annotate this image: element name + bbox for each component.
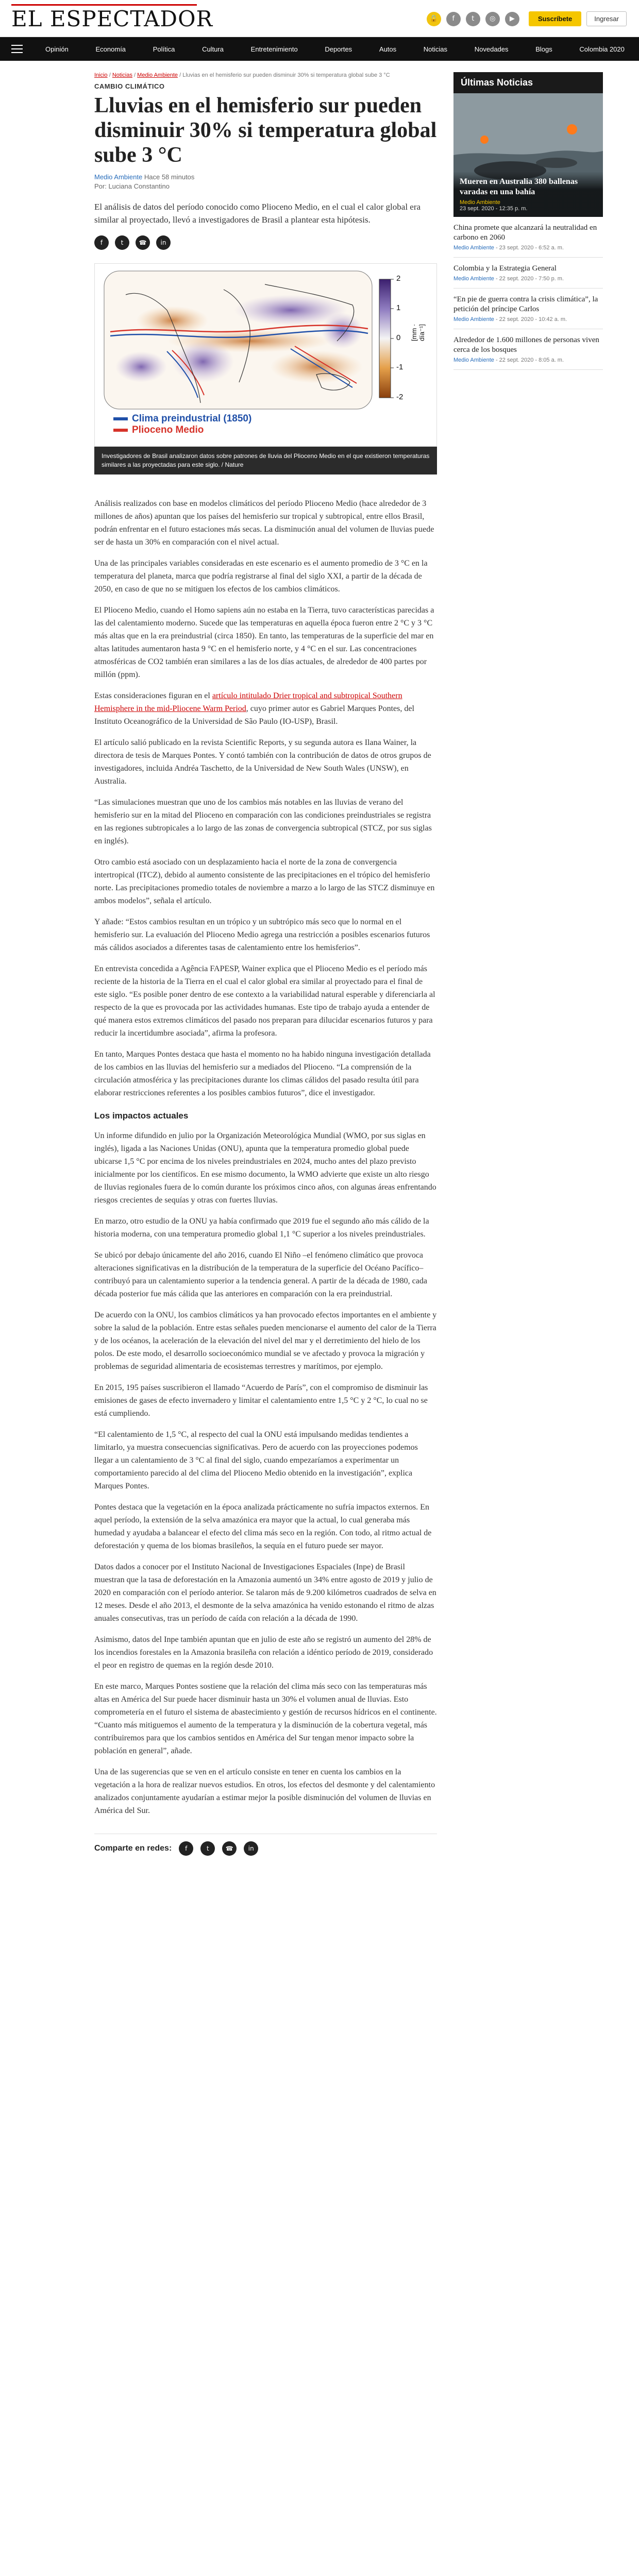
masthead — [0, 0, 639, 37]
legend-pliocene-label: Plioceno Medio — [132, 425, 204, 435]
breadcrumb-inicio[interactable]: Inicio — [94, 72, 108, 78]
colorbar-tick-2: 2 — [396, 274, 401, 283]
news-item-title[interactable]: “En pie de guerra contra la crisis climática”, la petición del príncipe Carlos — [453, 295, 598, 313]
sidebar-news-item[interactable] — [453, 329, 603, 370]
breadcrumb-noticias[interactable]: Noticias — [112, 72, 132, 78]
news-item-date: 22 sept. 2020 - 8:05 a. m. — [499, 357, 564, 363]
breadcrumb-current: Lluvias en el hemisferio sur pueden disminuir 30% si temperatura global sube 3 °C — [182, 72, 390, 78]
colorbar-tick-neg1: -1 — [396, 363, 403, 371]
figure-legend — [109, 412, 256, 437]
nav-item-entretenimiento[interactable]: Entretenimiento — [250, 45, 298, 53]
paragraph: El artículo salió publicado en la revista Scientific Reports, y su segunda autora es Ilana Wainer, la directora de tesis de Marques Pontes. Y contó también con la contribución de datos de otros grupos de investigadores, incluida Andréa Taschetto, de la Universidad de New South Wales (UNSW), en Australia. — [94, 738, 431, 786]
nav-item-politica[interactable]: Política — [153, 45, 175, 53]
sidebar-feature-card[interactable] — [453, 93, 603, 217]
facebook-share-icon[interactable]: f — [179, 1841, 193, 1856]
figure-caption: Investigadores de Brasil analizaron datos sobre patrones de lluvia del Plioceno Medio en el que existieron temperaturas similares a las proyectadas para este siglo. / Nature — [94, 447, 437, 474]
nav-item-deportes[interactable]: Deportes — [325, 45, 352, 53]
paragraph: Otro cambio está asociado con un desplazamiento hacia el norte de la zona de convergencia intertropical (ITCZ), debido al aumento consistente de las precipitaciones en el trópico del hemisferio norte. Las precipitaciones promedio totales de noviembre a marzo a lo largo de las STCZ disminuye en ambos modelos”, señala el artículo. — [94, 858, 435, 905]
article-byline — [94, 173, 437, 191]
nav-item-cultura[interactable]: Cultura — [202, 45, 224, 53]
sidebar-news-item[interactable] — [453, 289, 603, 329]
news-item-title[interactable]: China promete que alcanzará la neutralidad en carbono en 2060 — [453, 224, 597, 242]
share-row — [94, 235, 437, 250]
colorbar-tick-1: 1 — [396, 303, 401, 312]
article-subhead: Los impactos actuales — [94, 1111, 189, 1121]
colorbar-unit: [mm · día⁻¹] — [410, 324, 426, 341]
article-figure — [94, 263, 437, 474]
source-article-link[interactable]: artículo intitulado Drier tropical and subtropical Southern Hemisphere in the mid-Pliocene Warm Period — [94, 691, 402, 713]
paragraph-with-link — [94, 689, 437, 728]
news-item-meta: Medio Ambiente - 23 sept. 2020 - 6:52 a. m. — [453, 245, 564, 251]
twitter-share-icon[interactable]: t — [115, 235, 129, 250]
paragraph: Y añade: “Estos cambios resultan en un trópico y un subtrópico más seco que lo normal en el hemisferio sur. La evaluación del Plioceno Medio agrega una restricción a posibles escenarios futuros más cálidos asociados a diferentes tasas de calentamiento entre los hemisferios”. — [94, 918, 430, 952]
linkedin-share-icon[interactable]: in — [244, 1841, 258, 1856]
lock-icon[interactable]: 🔒 — [427, 12, 441, 26]
article-title: Lluvias en el hemisferio sur pueden disminuir 30% si temperatura global sube 3 °C — [94, 94, 437, 167]
nav-item-economia[interactable]: Economía — [95, 45, 126, 53]
feature-date: 23 sept. 2020 - 12:35 p. m. — [460, 206, 528, 212]
article — [94, 72, 437, 1856]
news-item-date: 22 sept. 2020 - 10:42 a. m. — [499, 316, 567, 323]
paragraph-text: Estas consideraciones figuran en el — [94, 691, 212, 700]
news-item-section[interactable]: Medio Ambiente — [453, 357, 494, 363]
nav-item-noticias[interactable]: Noticias — [423, 45, 448, 53]
article-time: Hace 58 minutos — [144, 173, 195, 181]
article-section-link[interactable]: Medio Ambiente — [94, 173, 143, 181]
paragraph: Pontes destaca que la vegetación en la época analizada prácticamente no sufría impactos externos. En aquel período, la extensión de la selva amazónica era mayor que la actual, lo cual generaba más humedad y ayudaba a balancear el efecto del clima más seco en la región. Con todo, al ritmo actual de deforestación y quema de los biomas brasileños, la sequía en el futuro puede ser mayor. — [94, 1503, 432, 1550]
legend-swatch-blue — [113, 417, 128, 420]
article-lead: El análisis de datos del período conocido como Plioceno Medio, en el cual el calor global era similar al proyectado, llevó a investigadores de Brasil a plantear esta hipótesis. — [94, 202, 421, 225]
menu-icon[interactable] — [11, 45, 23, 53]
nav-item-opinion[interactable]: Opinión — [45, 45, 69, 53]
share-footer — [94, 1834, 437, 1856]
logo-rule — [11, 4, 197, 6]
whatsapp-share-icon[interactable]: ☎ — [136, 235, 150, 250]
news-item-date: 22 sept. 2020 - 7:50 p. m. — [499, 276, 564, 282]
paragraph: De acuerdo con la ONU, los cambios climáticos ya han provocado efectos importantes en el ambiente y sobre la salud de la población. Entre estas señales pueden mencionarse el aumento del calor de la Tierra y de los océanos, la aceleración de la elevación del nivel del mar y el derretimiento del hielo de los polos. De este modo, el desarrollo socioeconómico mundial se ve afectado y provoca la migración y problemas de seguridad alimentaria de ecosistemas terrestres y marítimos, por ejemplo. — [94, 1311, 437, 1371]
instagram-icon[interactable]: ◎ — [485, 12, 500, 26]
paragraph: Asimismo, datos del Inpe también apuntan que en julio de este año se registró un aumento del 28% de los incendios forestales en la Amazonia brasileña con relación a idéntico período de 2019, considerado el peor en registro de quemas en la región desde 2010. — [94, 1635, 433, 1670]
share-footer-label: Comparte en redes: — [94, 1844, 172, 1853]
colorbar-tick-neg2: -2 — [396, 393, 403, 401]
news-item-title[interactable]: Alrededor de 1.600 millones de personas viven cerca de los bosques — [453, 336, 599, 354]
feature-meta — [460, 199, 597, 212]
paragraph: “Las simulaciones muestran que uno de los cambios más notables en las lluvias de verano del hemisferio sur en la mitad del Plioceno en comparación con las condiciones preindustriales se registra en las regiones subtropicales a lo largo de las zonas de convergencia subtropical (STCZ, por sus siglas en inglés). — [94, 798, 432, 845]
facebook-share-icon[interactable]: f — [94, 235, 109, 250]
paragraph: Datos dados a conocer por el Instituto Nacional de Investigaciones Espaciales (Inpe) de Brasil muestran que la tasa de deforestación en la Amazonia aumentó un 34% entre agosto de 2019 y julio de 2020 en comparación con el período anterior. Se talaron más de 9.200 kilómetros cuadrados de selva en 12 meses. Desde el año 2013, el desmonte de la selva amazónica ha venido estonando el ritmo de alzas anuales consecutivas, tras un período de caída con relación a la década de 1990. — [94, 1563, 436, 1623]
page-body — [0, 61, 639, 2576]
article-kicker: CAMBIO CLIMÁTICO — [94, 82, 165, 90]
twitter-icon[interactable]: t — [466, 12, 480, 26]
paragraph: En marzo, otro estudio de la ONU ya había confirmado que 2019 fue el segundo año más cálido de la historia moderna, con una temperatura promedio global 1,1 °C superior a los niveles preindustriales. — [94, 1217, 429, 1239]
paragraph: Análisis realizados con base en modelos climáticos del período Plioceno Medio (hace alrededor de 3 millones de años) apuntan que los países del hemisferio sur tropical y subtropical, entre ellos Brasil, podrán enfrentar en el futuro estaciones más secas. La disminución anual del volumen de lluvias puede ser de hasta un 30% en comparación con el nivel actual. — [94, 499, 434, 547]
nav-item-blogs[interactable]: Blogs — [535, 45, 552, 53]
legend-preindustrial-label: Clima preindustrial (1850) — [132, 413, 252, 424]
paragraph: Una de las sugerencias que se ven en el artículo consiste en tener en cuenta los cambios en la vegetación a la hora de realizar nuevos estudios. En otros, los efectos del desmonte y del calentamiento analizados conjuntamente ayudarían a estimar mejor la posible disminución del volumen de lluvias en América del Sur. — [94, 1768, 435, 1815]
paragraph: Un informe difundido en julio por la Organización Meteorológica Mundial (WMO, por sus siglas en inglés), ligada a las Naciones Unidas (ONU), apunta que la temperatura promedio global puede ubicarse 1,5 °C por encima de los niveles preindustriales en 2024, mucho antes del plazo previsto inicialmente por los científicos. En ese mismo documento, la WMO advierte que existe un alto riesgo de lluvias regionales fuera de lo común durante los próximos cinco años, con algunas áreas enfrentando riesgos crecientes de sequías y otras con fuertes lluvias. — [94, 1131, 436, 1205]
news-item-date: 23 sept. 2020 - 6:52 a. m. — [499, 245, 564, 251]
news-item-meta: Medio Ambiente - 22 sept. 2020 - 8:05 a. m. — [453, 357, 564, 363]
sidebar-news-item[interactable] — [453, 217, 603, 258]
news-item-title[interactable]: Colombia y la Estrategia General — [453, 264, 557, 273]
sidebar-latest-news — [453, 72, 603, 370]
linkedin-share-icon[interactable]: in — [156, 235, 171, 250]
subscribe-button[interactable]: Suscríbete — [529, 11, 581, 26]
breadcrumb-medio-ambiente[interactable]: Medio Ambiente — [137, 72, 178, 78]
paragraph: En entrevista concedida a Agência FAPESP, Wainer explica que el Plioceno Medio es el período más reciente de la historia de la Tierra en el cual el calor global era similar al proyectado para el final de este siglo. “Es posible poner dentro de ese contexto a la variabilidad natural esperable y diferenciarla al respecto de la que es provocada por las actividades humanas. Este tipo de trabajo ayuda a entender de qué manera estos extremos climáticos del pasado nos preparan para dilucidar escenarios futuros y para reducir la incertidumbre asociada”, afirma la profesora. — [94, 964, 435, 1038]
sidebar-news-item[interactable] — [453, 258, 603, 289]
news-item-meta: Medio Ambiente - 22 sept. 2020 - 7:50 p. m. — [453, 276, 564, 282]
paragraph: “El calentamiento de 1,5 °C, al respecto del cual la ONU está impulsando medidas tendientes a limitarlo, ya muestra consecuencias significativas. Pero de acuerdo con las proyecciones podemos llegar a un calentamiento de 3 °C al final del siglo, cuando empezaríamos a experimentar un comportamiento parecido al del clima del Plioceno Medio obtenido en la investigación”, explica Marques Pontes. — [94, 1430, 418, 1490]
news-item-section[interactable]: Medio Ambiente — [453, 245, 494, 251]
twitter-share-icon[interactable]: t — [200, 1841, 215, 1856]
breadcrumb: Inicio / Noticias / Medio Ambiente / Lluvias en el hemisferio sur pueden disminuir 30% si temperatura global sube 3 °C — [94, 72, 390, 78]
nav-item-colombia-2020[interactable]: Colombia 2020 — [579, 45, 625, 53]
news-item-section[interactable]: Medio Ambiente — [453, 316, 494, 323]
legend-pliocene — [113, 425, 251, 436]
paragraph: En este marco, Marques Pontes sostiene que la relación del clima más seco con las temperaturas más altas en América del Sur puede hacer disminuir hasta un 30% el volumen anual de lluvias. Esto comprometería en el futuro el sistema de abastecimiento y gestión de recursos hídricos en el continente. “Cuanto más mitiguemos el aumento de la temperatura y la disminución de la cobertura vegetal, más contribuiremos para que los cambios sentidos en América del Sur tengan menor impacto sobre la población en general”, añade. — [94, 1682, 437, 1755]
feature-title[interactable]: Mueren en Australia 380 ballenas varadas en una bahía — [460, 177, 578, 196]
paragraph: Una de las principales variables consideradas en este escenario es el aumento promedio de 3 °C en la temperatura del planeta, marca que podría registrarse al final del siglo XXI, a partir de la década de 2050, en caso de que no se mitiguen los efectos de los cambios climáticos. — [94, 559, 428, 594]
nav-items — [45, 45, 639, 53]
whatsapp-share-icon[interactable]: ☎ — [222, 1841, 237, 1856]
sidebar-title: Últimas Noticias — [453, 72, 603, 93]
youtube-icon[interactable]: ▶ — [505, 12, 519, 26]
news-item-meta: Medio Ambiente - 22 sept. 2020 - 10:42 a. m. — [453, 316, 567, 323]
header-actions — [427, 11, 627, 26]
paragraph: En tanto, Marques Pontes destaca que hasta el momento no ha habido ninguna investigación detallada de los cambios en las lluvias del hemisferio sur a mediados del Plioceno. “La comprensión de la circulación atmosférica y las precipitaciones durante los climas cálidos del pasado resulta útil para elaborar restricciones referentes a los posibles cambios futuros”, dice el investigador. — [94, 1050, 431, 1097]
site-logo[interactable]: EL ESPECTADOR — [11, 6, 213, 31]
main-nav — [0, 37, 639, 61]
legend-preindustrial — [113, 413, 251, 425]
paragraph: En 2015, 195 países suscribieron el llamado “Acuerdo de París”, con el compromiso de disminuir las emisiones de gases de efecto invernadero y limitar el calentamiento entre 1,5 °C y 2 °C, lo cual no se está cumpliendo. — [94, 1383, 428, 1418]
login-button[interactable]: Ingresar — [586, 11, 627, 26]
news-item-section[interactable]: Medio Ambiente — [453, 276, 494, 282]
feature-overlay — [453, 172, 603, 217]
article-body — [94, 497, 437, 1856]
article-author: Por: Luciana Constantino — [94, 182, 170, 190]
precipitation-map-image — [94, 263, 437, 447]
feature-section[interactable]: Medio Ambiente — [460, 199, 500, 206]
legend-swatch-red — [113, 429, 128, 432]
paragraph: Se ubicó por debajo únicamente del año 2016, cuando El Niño –el fenómeno climático que provoca alteraciones significativas en la distribución de la temperatura de la superficie del Océano Pacífico– contribuyó para un calentamiento superior a la tendencia general. A partir de la década de 1980, cada década posterior fue más cálida que las anteriores en comparación con la era preindustrial. — [94, 1251, 427, 1298]
colorbar-tick-0: 0 — [396, 333, 401, 342]
nav-item-autos[interactable]: Autos — [379, 45, 397, 53]
nav-item-novedades[interactable]: Novedades — [474, 45, 509, 53]
paragraph: El Plioceno Medio, cuando el Homo sapiens aún no estaba en la Tierra, tuvo características parecidas a las del calentamiento moderno. Sucede que las temperaturas en aquella época fueron entre 2 °C y 3 °C más altas que en la era preindustrial (circa 1850). En tanto, las temperaturas de la superficie del mar en altas latitudes aumentaron hasta 9 °C en el hemisferio norte, y 4 °C en el sur. Las concentraciones atmosféricas de CO2 también eran similares a las de los días actuales, de alrededor de 400 partes por millón (ppm). — [94, 606, 434, 679]
facebook-icon[interactable]: f — [446, 12, 461, 26]
paragraph-text: , cuyo primer autor es Gabriel Marques Pontes, del Instituto Oceanográfico de la Universidad de São Paulo (IO-USP), Brasil. — [94, 704, 414, 726]
